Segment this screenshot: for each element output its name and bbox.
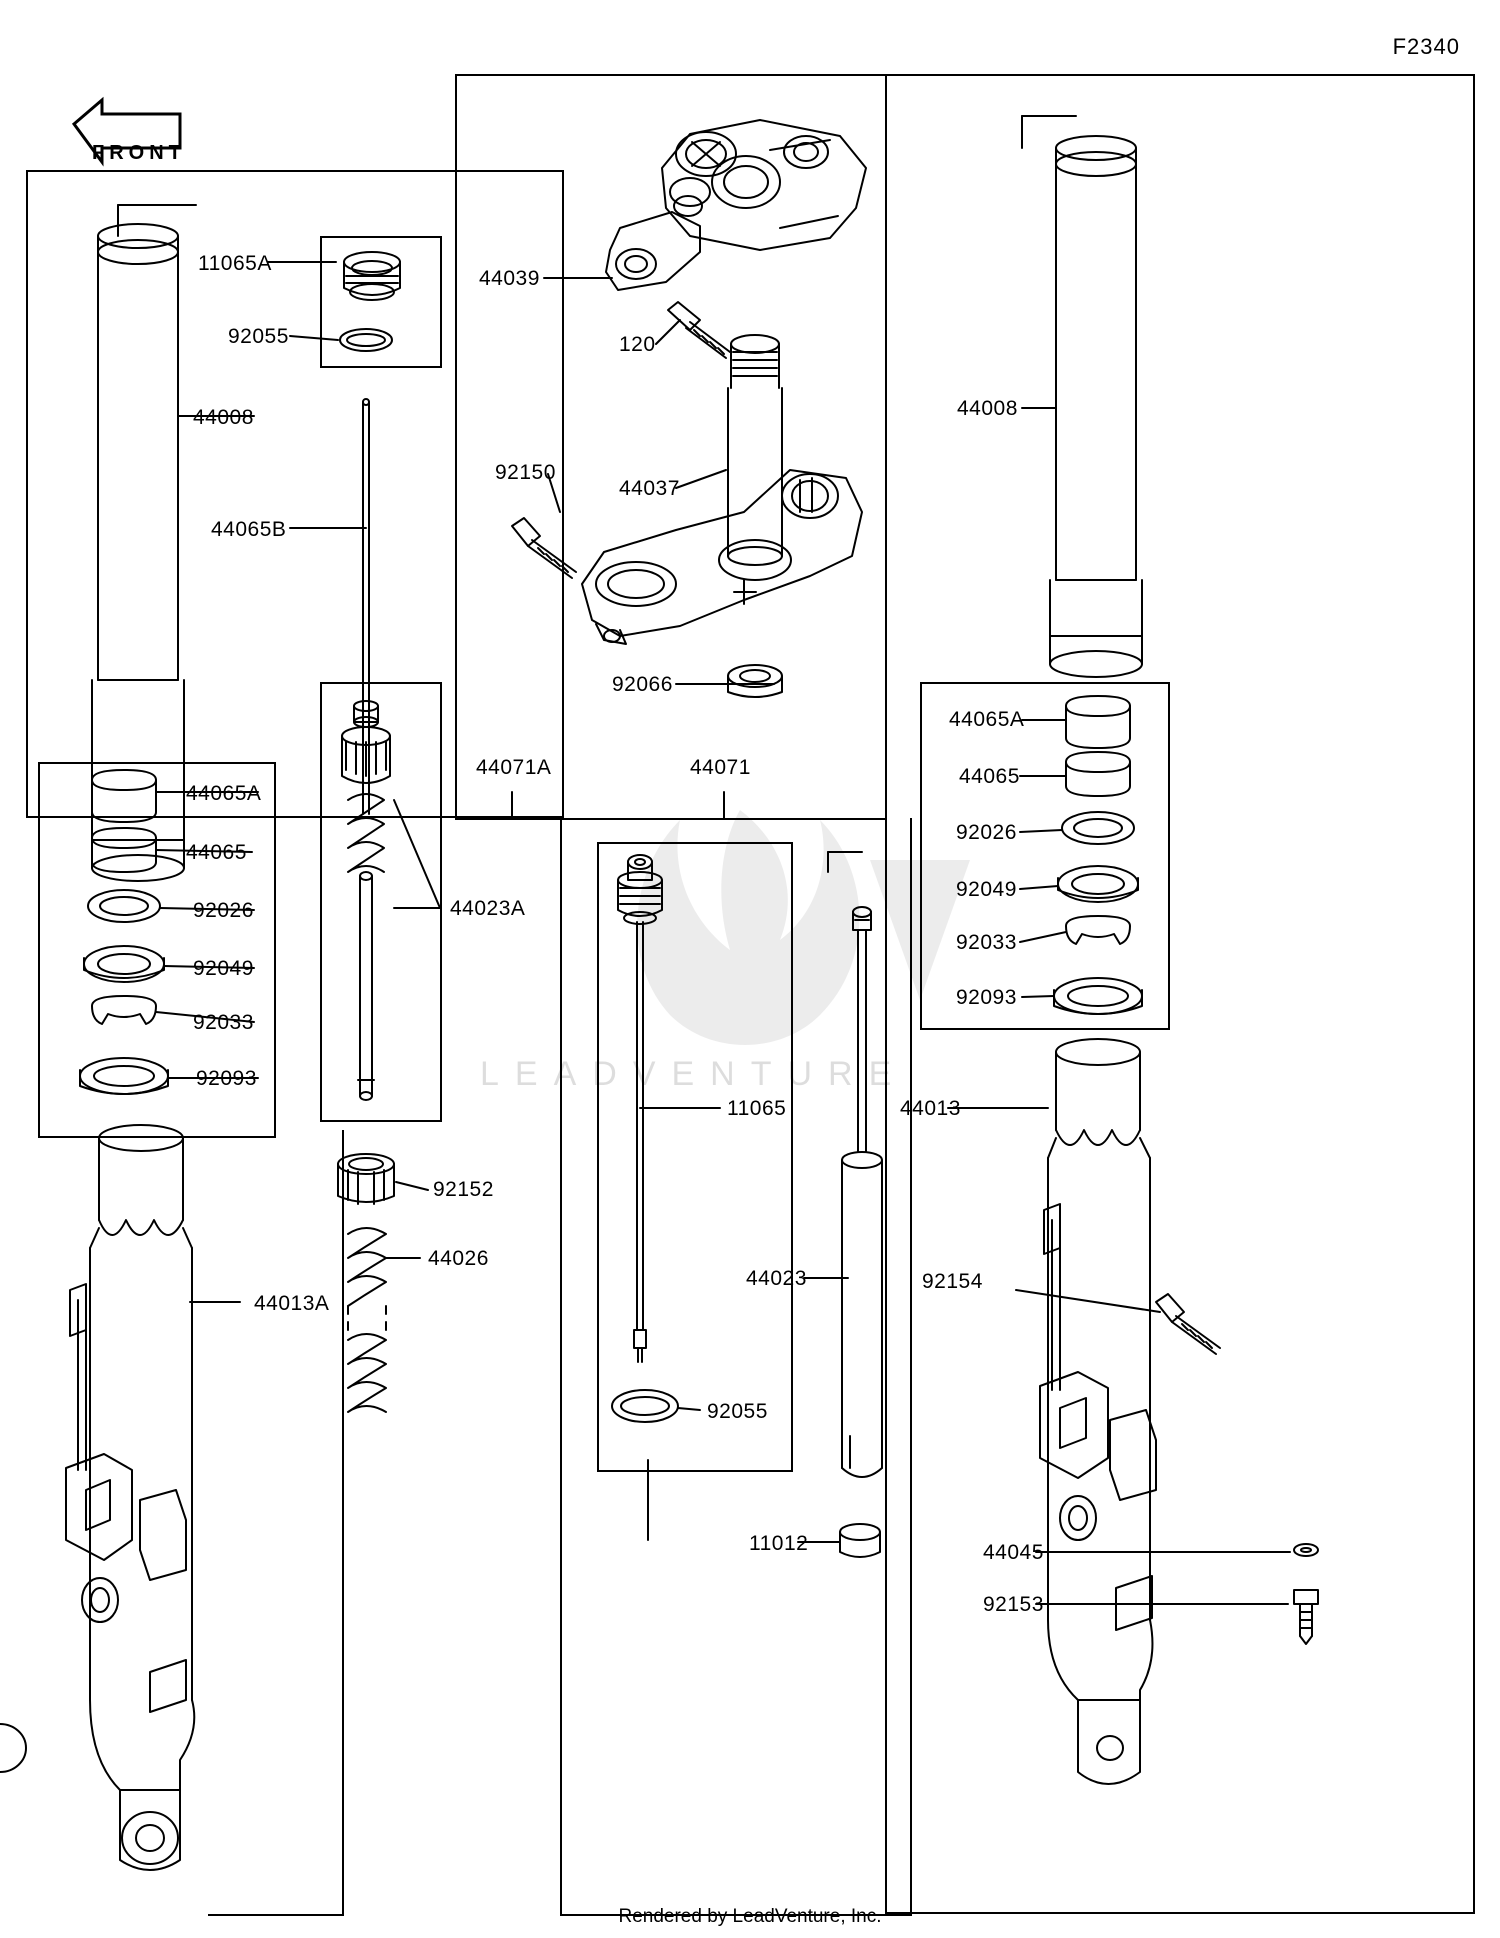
- callout-92093-right[interactable]: 92093: [956, 986, 1017, 1009]
- front-label: FRONT: [92, 142, 186, 164]
- callout-92055-lower[interactable]: 92055: [707, 1400, 768, 1423]
- watermark-text: LEADVENTURE: [480, 1055, 908, 1093]
- callout-92026-left[interactable]: 92026: [193, 899, 254, 922]
- callout-11012[interactable]: 11012: [749, 1532, 809, 1555]
- callout-44065-right[interactable]: 44065: [959, 765, 1020, 788]
- callout-44065a-right[interactable]: 44065A: [949, 708, 1025, 731]
- callout-92049-left[interactable]: 92049: [193, 957, 254, 980]
- callout-44026[interactable]: 44026: [428, 1247, 489, 1270]
- diagram-code: F2340: [1392, 34, 1460, 59]
- callout-44065b[interactable]: 44065B: [211, 518, 287, 541]
- callout-44071[interactable]: 44071: [690, 756, 751, 779]
- render-credit: Rendered by LeadVenture, Inc.: [618, 1906, 882, 1927]
- callout-44023[interactable]: 44023: [746, 1267, 807, 1290]
- callout-120[interactable]: 120: [619, 333, 656, 356]
- callout-44045[interactable]: 44045: [983, 1541, 1044, 1564]
- callout-44065a-left[interactable]: 44065A: [186, 782, 262, 805]
- callout-44037[interactable]: 44037: [619, 477, 680, 500]
- fork-inner-assembly-frame: [560, 818, 912, 1916]
- callout-44008-left[interactable]: 44008: [193, 406, 254, 429]
- callout-92049-right[interactable]: 92049: [956, 878, 1017, 901]
- damper-rod-frame: [320, 682, 442, 1122]
- fork-cap-frame: [320, 236, 442, 368]
- callout-44013a[interactable]: 44013A: [254, 1292, 330, 1315]
- callout-92033-right[interactable]: 92033: [956, 931, 1017, 954]
- spring-44026: [348, 1228, 386, 1412]
- callout-92055-upper[interactable]: 92055: [228, 325, 289, 348]
- callout-92154[interactable]: 92154: [922, 1270, 983, 1293]
- left-lower-fork-frame: [208, 1130, 344, 1916]
- callout-44008-right[interactable]: 44008: [957, 397, 1018, 420]
- callout-44071a[interactable]: 44071A: [476, 756, 552, 779]
- callout-44039[interactable]: 44039: [479, 267, 540, 290]
- nut-92152: [338, 1154, 394, 1204]
- callout-11065a[interactable]: 11065A: [198, 252, 272, 275]
- callout-92153[interactable]: 92153: [983, 1593, 1044, 1616]
- callout-92026-right[interactable]: 92026: [956, 821, 1017, 844]
- callout-44013[interactable]: 44013: [900, 1097, 961, 1120]
- steering-stem-frame: [455, 74, 887, 820]
- callout-92150[interactable]: 92150: [495, 461, 556, 484]
- callout-92066[interactable]: 92066: [612, 673, 673, 696]
- callout-44065-left[interactable]: 44065: [186, 841, 247, 864]
- callout-92152[interactable]: 92152: [433, 1178, 494, 1201]
- callout-11065[interactable]: 11065: [727, 1097, 787, 1120]
- callout-92033-left[interactable]: 92033: [193, 1011, 254, 1034]
- callout-44023a[interactable]: 44023A: [450, 897, 526, 920]
- callout-92093-left[interactable]: 92093: [196, 1067, 257, 1090]
- left-lower-fork-44013a: [66, 1125, 194, 1870]
